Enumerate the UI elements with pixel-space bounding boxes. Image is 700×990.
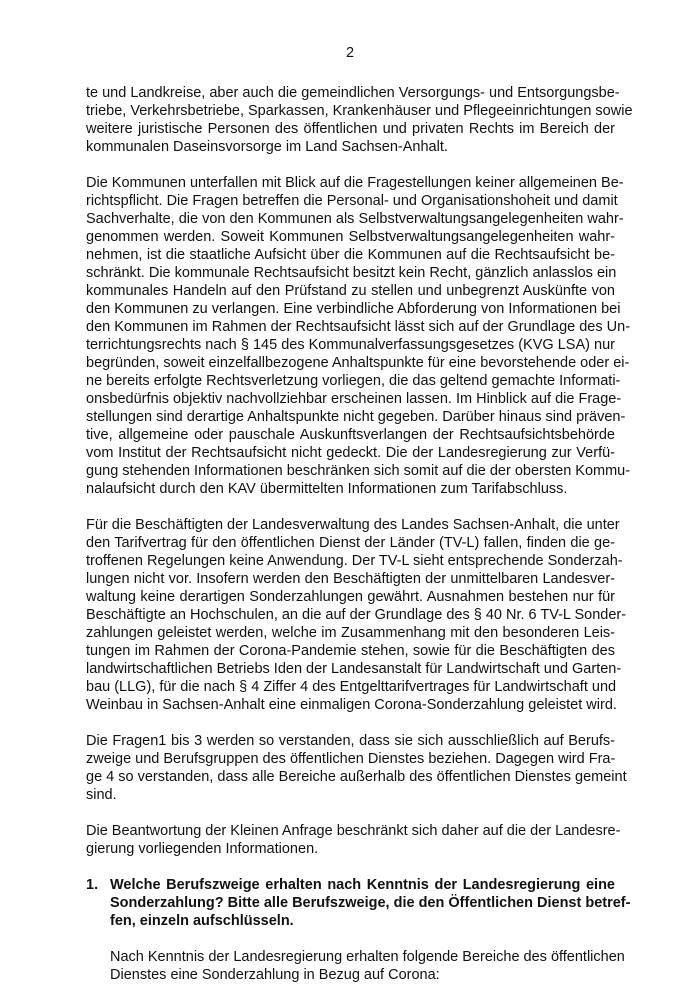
- paragraph-2-line: begründen, soweit einzelfallbezogene Anhaltspunkte für eine bevorstehende oder ei-: [86, 355, 630, 371]
- paragraph-2-line: ne bereits erfolgte Rechtsverletzung vorliegen, die das geltend gemachte Informati-: [86, 373, 621, 389]
- question-1-line: Sonderzahlung? Bitte alle Berufszweige, die den Öffentlichen Dienst betref-: [110, 895, 631, 911]
- paragraph-1-line: triebe, Verkehrsbetriebe, Sparkassen, Krankenhäuser und Pflegeeinrichtungen sowie: [86, 103, 633, 119]
- paragraph-3-line: den Tarifvertrag für den öffentlichen Dienst der Länder (TV-L) fallen, finden die ge-: [86, 535, 615, 551]
- paragraph-2-line: richtspflicht. Die Fragen betreffen die Personal- und Organisationshoheit und damit: [86, 193, 618, 209]
- paragraph-2-line: nalaufsicht durch den KAV übermittelten Informationen zum Tarifabschluss.: [86, 481, 568, 497]
- paragraph-4-line: sind.: [86, 787, 117, 803]
- paragraph-2-line: terrichtungsrechts nach § 145 des Kommunalverfassungsgesetzes (KVG LSA) nur: [86, 337, 615, 353]
- paragraph-2-line: genommen werden. Soweit Kommunen Selbstverwaltungsangelegenheiten wahr-: [86, 229, 615, 245]
- answer-1-line: Dienstes eine Sonderzahlung in Bezug auf Corona:: [110, 967, 440, 983]
- question-1-number: 1.: [86, 877, 99, 893]
- paragraph-3-line: tungen im Rahmen der Corona-Pandemie stehen, sowie für die Beschäftigten des: [86, 643, 615, 659]
- paragraph-5-line: gierung vorliegenden Informationen.: [86, 841, 319, 857]
- page-number: 2: [345, 45, 355, 61]
- paragraph-3-line: waltung keine derartigen Sonderzahlungen gewährt. Ausnahmen bestehen nur für: [86, 589, 615, 605]
- paragraph-4-line: zweige und Berufsgruppen des öffentlichen Dienstes beziehen. Dagegen wird Fra-: [86, 751, 616, 767]
- paragraph-3-line: bau (LLG), für die nach § 4 Ziffer 4 des Entgelttarifvertrages für Landwirtschaft und: [86, 679, 617, 695]
- answer-1-line: Nach Kenntnis der Landesregierung erhalten folgende Bereiche des öffentlichen: [110, 949, 625, 965]
- paragraph-2-line: stellungen sind derartige Anhaltspunkte nicht gegeben. Darüber hinaus sind präven-: [86, 409, 626, 425]
- paragraph-2-line: den Kommunen zu verlangen. Eine verbindliche Abforderung von Informationen bei: [86, 301, 621, 317]
- paragraph-3-line: zahlungen geleistet werden, welche im Zusammenhang mit den besonderen Leis-: [86, 625, 615, 641]
- paragraph-2-line: den Kommunen im Rahmen der Rechtsaufsicht lässt sich auf der Grundlage des Un-: [86, 319, 631, 335]
- paragraph-2-line: tive, allgemeine oder pauschale Auskunftsverlangen der Rechtsaufsichtsbehörde: [86, 427, 615, 443]
- paragraph-2-line: schränkt. Die kommunale Rechtsaufsicht besitzt kein Recht, gänzlich anlasslos ein: [86, 265, 617, 281]
- paragraph-5-line: Die Beantwortung der Kleinen Anfrage beschränkt sich daher auf die der Landesre-: [86, 823, 621, 839]
- paragraph-4-line: Die Fragen1 bis 3 werden so verstanden, dass sie sich ausschließlich auf Berufs-: [86, 733, 615, 749]
- paragraph-1-line: weitere juristische Personen des öffentlichen und privaten Rechts im Bereich der: [86, 121, 615, 137]
- paragraph-3-line: troffenen Regelungen keine Anwendung. Der TV-L sieht entsprechende Sonderzah-: [86, 553, 623, 569]
- paragraph-2-line: gung stehenden Informationen beschränken sich somit auf die der obersten Kommu-: [86, 463, 631, 479]
- paragraph-1-line: te und Landkreise, aber auch die gemeindlichen Versorgungs- und Entsorgungsbe-: [86, 85, 620, 101]
- question-1-line: fen, einzeln aufschlüsseln.: [110, 913, 294, 929]
- paragraph-2-line: nehmen, ist die staatliche Aufsicht über die Kommunen auf die Rechtsaufsicht be-: [86, 247, 615, 263]
- paragraph-3-line: Weinbau in Sachsen-Anhalt eine einmaligen Corona-Sonderzahlung geleistet wird.: [86, 697, 617, 713]
- paragraph-3-line: lungen nicht vor. Insofern werden den Beschäftigten der unmittelbaren Landesver-: [86, 571, 615, 587]
- paragraph-2-line: vom Institut der Rechtsaufsicht nicht gedeckt. Die der Landesregierung zur Verfü-: [86, 445, 615, 461]
- paragraph-3-line: landwirtschaftlichen Betriebs Iden der Landesanstalt für Landwirtschaft und Garten-: [86, 661, 622, 677]
- paragraph-3-line: Für die Beschäftigten der Landesverwaltung des Landes Sachsen-Anhalt, die unter: [86, 517, 620, 533]
- paragraph-2-line: Sachverhalte, die von den Kommunen als Selbstverwaltungsangelegenheiten wahr-: [86, 211, 624, 227]
- paragraph-2-line: Die Kommunen unterfallen mit Blick auf die Fragestellungen keiner allgemeinen Be-: [86, 175, 624, 191]
- paragraph-1-line: kommunalen Daseinsvorsorge im Land Sachsen-Anhalt.: [86, 139, 448, 155]
- question-1-line: Welche Berufszweige erhalten nach Kenntnis der Landesregierung eine: [110, 877, 615, 893]
- paragraph-2-line: kommunales Handeln auf den Prüfstand zu stellen und unbegrenzt Auskünfte von: [86, 283, 615, 299]
- paragraph-2-line: onsbedürfnis objektiv nachvollziehbar erscheinen lassen. Im Hinblick auf die Frage-: [86, 391, 622, 407]
- paragraph-3-line: Beschäftigte an Hochschulen, an die auf der Grundlage des § 40 Nr. 6 TV-L Sonder-: [86, 607, 627, 623]
- paragraph-4-line: ge 4 so verstanden, dass alle Bereiche außerhalb des öffentlichen Dienstes gemeint: [86, 769, 627, 785]
